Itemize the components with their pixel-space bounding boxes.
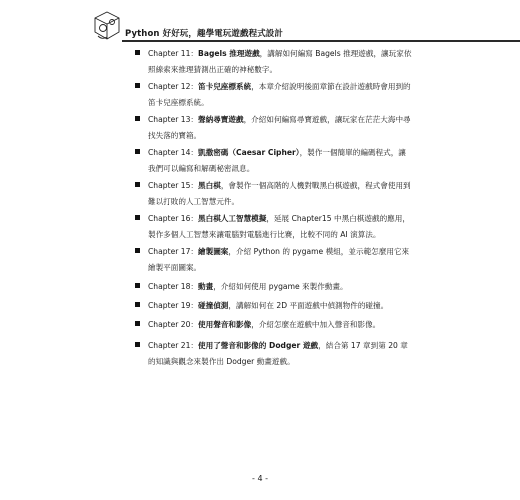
header-rule <box>122 40 520 42</box>
list-item <box>135 79 413 111</box>
chapter-number: Chapter 13： <box>148 115 199 124</box>
chapter-title: Bagels 推理遊戲 <box>198 49 260 58</box>
chapter-title: 黑白棋 <box>198 181 221 190</box>
chapter-title: 繪製圖案 <box>198 247 229 256</box>
chapter-description: ，介紹 Python 的 pygame 模組，並示範怎麼用它來繪製平面圖案。 <box>148 247 410 272</box>
bullet-icon <box>135 321 140 326</box>
list-item <box>135 178 413 210</box>
list-item <box>135 279 413 295</box>
bullet-icon <box>135 83 140 88</box>
bullet-icon <box>135 342 140 347</box>
chapter-number: Chapter 21： <box>148 341 199 350</box>
bullet-icon <box>135 283 140 288</box>
chapter-description: ，介紹如何使用 pygame 來製作動畫。 <box>213 282 348 291</box>
chapter-description: ，講解如何在 2D 平面遊戲中偵測物件的碰撞。 <box>228 301 389 310</box>
chapter-number: Chapter 17： <box>148 247 199 256</box>
chapter-description: ，延展 Chapter15 中黑白棋遊戲的應用，製作多個人工智慧來讓電腦對電腦進行比賽，比較不同的 AI 演算法。 <box>148 214 410 239</box>
page-number: - 4 - <box>252 474 268 483</box>
chapter-number: Chapter 12： <box>148 82 199 91</box>
bullet-icon <box>135 182 140 187</box>
chapter-number: Chapter 19： <box>148 301 199 310</box>
list-item <box>135 112 413 144</box>
bullet-icon <box>135 50 140 55</box>
list-item <box>135 298 413 314</box>
chapter-description: ，介紹怎麼在遊戲中加入聲音和影像。 <box>251 320 381 329</box>
bullet-icon <box>135 116 140 121</box>
bullet-icon <box>135 149 140 154</box>
list-item <box>135 338 413 370</box>
list-item <box>135 46 413 78</box>
bullet-icon <box>135 215 140 220</box>
chapter-description: ，講解如何編寫 Bagels 推理遊戲，讓玩家依照線索來推理猜測出正確的神秘數字。 <box>148 49 412 74</box>
bullet-icon <box>135 248 140 253</box>
chapter-title: 動畫 <box>198 282 214 291</box>
list-item <box>135 317 413 333</box>
bullet-icon <box>135 302 140 307</box>
chapter-number: Chapter 15： <box>148 181 199 190</box>
chapter-title: 凱撒密碼（Caesar Cipher） <box>198 148 300 157</box>
chapter-description: ，會製作一個高階的人機對戰黑白棋遊戲，程式會使用到難以打敗的人工智慧元件。 <box>148 181 411 206</box>
list-item <box>135 211 413 243</box>
header-title: Python 好好玩，趣學電玩遊戲程式設計 <box>125 29 283 39</box>
chapter-title: 碰撞偵測 <box>198 301 229 310</box>
chapter-description: ，製作一個簡單的編碼程式，讓我們可以編寫和解碼秘密訊息。 <box>148 148 406 173</box>
chapter-number: Chapter 11： <box>148 49 199 58</box>
chapter-title: 聲納尋寶遊戲 <box>198 115 244 124</box>
list-item <box>135 145 413 177</box>
chapter-number: Chapter 16： <box>148 214 199 223</box>
list-item <box>135 244 413 276</box>
chapter-number: Chapter 18： <box>148 282 199 291</box>
chapter-title: 使用了聲音和影像的 Dodger 遊戲 <box>198 341 319 350</box>
python-cube-logo-icon <box>92 10 122 42</box>
chapter-description: ，本章介紹說明後面章節在設計遊戲時會用到的笛卡兒座標系統。 <box>148 82 411 107</box>
page-header <box>92 10 492 50</box>
chapter-description: ，介紹如何編寫尋寶遊戲，讓玩家在茫茫大海中尋找失落的寶箱。 <box>148 115 411 140</box>
chapter-number: Chapter 20： <box>148 320 199 329</box>
chapter-title: 使用聲音和影像 <box>198 320 252 329</box>
chapter-number: Chapter 14： <box>148 148 199 157</box>
chapter-description: ，結合第 17 章到第 20 章的知識與觀念來製作出 Dodger 動畫遊戲。 <box>148 341 408 366</box>
chapter-title: 笛卡兒座標系統 <box>198 82 252 91</box>
chapter-title: 黑白棋人工智慧模擬 <box>198 214 267 223</box>
